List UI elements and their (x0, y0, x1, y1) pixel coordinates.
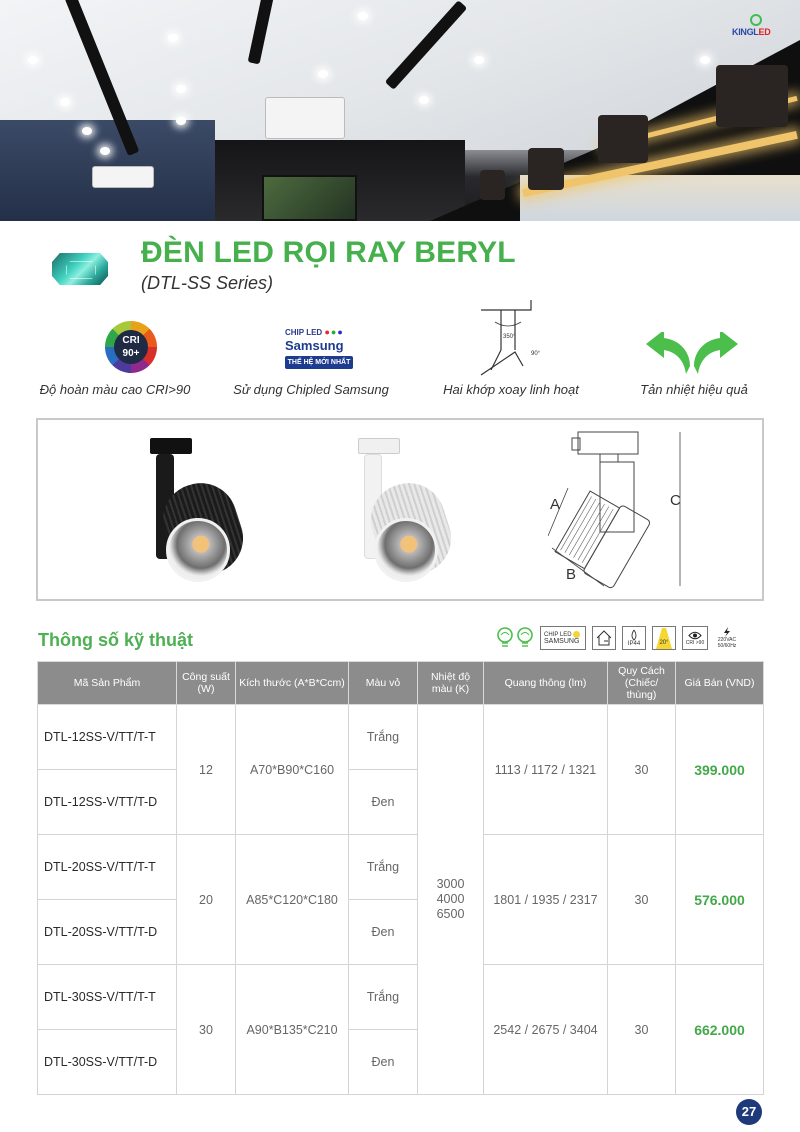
product-title: ĐÈN LED RỌI RAY BERYL (141, 236, 516, 269)
feature-swivel-joint (411, 300, 611, 405)
column-header: Mã Sản Phẩm (38, 662, 177, 705)
dimension-a-label: A (550, 496, 561, 513)
power-cell: 30 (177, 965, 236, 1095)
product-code: DTL-30SS-V/TT/T-T (38, 965, 177, 1030)
specs-title: Thông số kỹ thuật (38, 630, 193, 650)
water-drop-icon (628, 629, 640, 641)
product-code: DTL-12SS-V/TT/T-T (38, 705, 177, 770)
price-cell: 662.000 (676, 965, 764, 1095)
heat-dissipation-arrows-icon (646, 332, 738, 374)
logo-text: KINGLED (732, 27, 771, 37)
lightning-icon (722, 627, 732, 637)
lumen-cell: 1801 / 1935 / 2317 (484, 835, 608, 965)
power-cell: 12 (177, 705, 236, 835)
product-series: (DTL-SS Series) (141, 273, 274, 293)
power-badge: 220VAC 50/60Hz (714, 626, 740, 650)
spec-table (37, 661, 764, 1095)
column-header: Màu vỏ (349, 662, 418, 705)
downlight (60, 98, 70, 106)
size-cell: A90*B135*C210 (236, 965, 349, 1095)
ip44-badge: IP44 (622, 626, 646, 650)
samsung-chip-icon: CHIP LED ●●● Samsung THẾ HỆ MỚI NHẤT (285, 327, 357, 369)
bulb-logo-icon (750, 14, 762, 26)
feature-samsung-chip (211, 300, 411, 405)
svg-text:350°: 350° (503, 334, 516, 340)
column-header: Quang thông (lm) (484, 662, 608, 705)
dimension-diagram (548, 426, 698, 596)
product-code: DTL-30SS-V/TT/T-D (38, 1030, 177, 1095)
housing-color: Trắng (349, 705, 418, 770)
table-header-row (38, 662, 764, 705)
lumen-cell: 2542 / 2675 / 3404 (484, 965, 608, 1095)
size-cell: A85*C120*C180 (236, 835, 349, 965)
white-track-light-photo (338, 438, 458, 588)
lumen-cell: 1113 / 1172 / 1321 (484, 705, 608, 835)
feature-cri (15, 300, 215, 405)
feature-heat-dissipation (594, 300, 794, 405)
power-cell: 20 (177, 835, 236, 965)
housing-color: Đen (349, 770, 418, 835)
feature-label: Hai khớp xoay linh hoạt (443, 382, 579, 397)
pack-cell: 30 (608, 835, 676, 965)
chip-led-samsung-badge: CHIP LED SAMSUNG (540, 626, 586, 650)
downlight (419, 96, 429, 104)
beryl-gem-icon (52, 253, 108, 285)
svg-text:90°: 90° (531, 351, 541, 357)
bag (480, 170, 505, 200)
column-header: Giá Bán (VND) (676, 662, 764, 705)
feature-label: Sử dụng Chipled Samsung (233, 382, 389, 397)
downlight (358, 12, 368, 20)
downlight (100, 147, 110, 155)
bag (528, 148, 564, 190)
price-cell: 576.000 (676, 835, 764, 965)
indoor-home-icon (592, 626, 616, 650)
feature-label: Tản nhiệt hiệu quả (640, 382, 748, 397)
housing-color: Đen (349, 900, 418, 965)
downlight (700, 56, 710, 64)
price-cell: 399.000 (676, 705, 764, 835)
downlight (176, 85, 186, 93)
spec-badges (496, 623, 740, 653)
led-bulb-icon (516, 627, 534, 649)
column-header: Kích thước (A*B*Ccm) (236, 662, 349, 705)
table-row (38, 965, 764, 1030)
dimension-c-label: C (670, 492, 681, 509)
housing-color: Trắng (349, 965, 418, 1030)
page-number: 27 (736, 1099, 762, 1125)
product-code: DTL-20SS-V/TT/T-T (38, 835, 177, 900)
feature-label: Độ hoàn màu cao CRI>90 (39, 382, 191, 397)
product-images (36, 418, 764, 601)
pack-cell: 30 (608, 965, 676, 1095)
downlight (474, 56, 484, 64)
color-temp-cell: 3000 4000 6500 (418, 705, 484, 1095)
product-code: DTL-12SS-V/TT/T-D (38, 770, 177, 835)
wall-screen (262, 175, 357, 221)
downlight (168, 34, 178, 42)
cri-icon: CRI 90+ (105, 321, 157, 373)
eye-icon (688, 631, 702, 640)
housing-color: Đen (349, 1030, 418, 1095)
swivel-joint-icon (411, 300, 611, 380)
dimension-b-label: B (566, 566, 577, 583)
cri-eye-badge: CRI >90 (682, 626, 708, 650)
downlight (28, 56, 38, 64)
table-row (38, 705, 764, 770)
bag (716, 65, 788, 127)
product-code: DTL-20SS-V/TT/T-D (38, 900, 177, 965)
hero-store-photo (0, 0, 800, 221)
led-bulb-icon (496, 627, 514, 649)
housing-color: Trắng (349, 835, 418, 900)
air-conditioner (265, 97, 345, 139)
column-header: Nhiệt độ màu (K) (418, 662, 484, 705)
beam-angle-badge: 20° (652, 626, 676, 650)
downlight (176, 117, 186, 125)
column-header: Công suất (W) (177, 662, 236, 705)
black-track-light-photo (130, 438, 250, 588)
size-cell: A70*B90*C160 (236, 705, 349, 835)
table-row (38, 835, 764, 900)
bag (598, 115, 648, 163)
downlight (82, 127, 92, 135)
downlight (318, 70, 328, 78)
column-header: Quy Cách (Chiếc/ thùng) (608, 662, 676, 705)
air-conditioner (92, 166, 154, 188)
pack-cell: 30 (608, 705, 676, 835)
kingled-logo (726, 14, 786, 40)
